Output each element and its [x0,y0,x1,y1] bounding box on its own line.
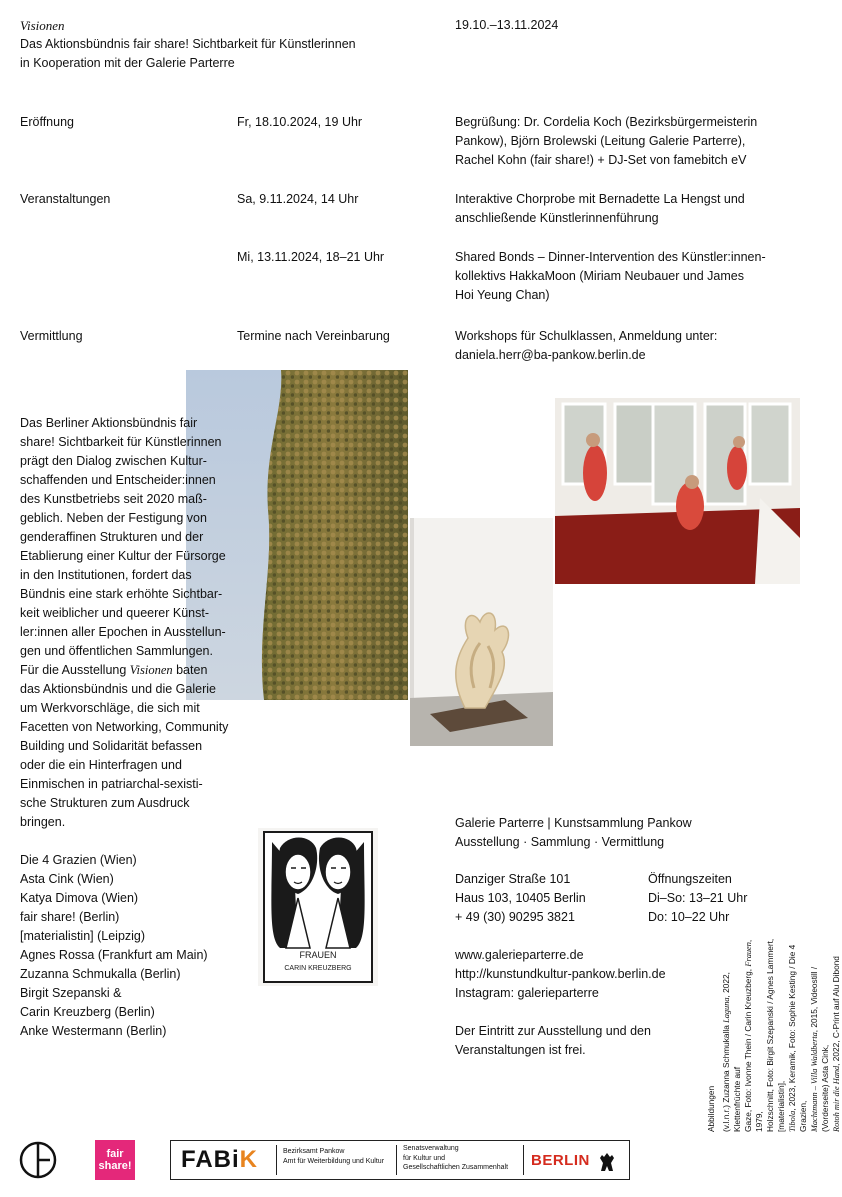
program-desc-choir [455,190,795,228]
senat-text: Gesellschaftlichen Zusammenhalt [403,1164,509,1171]
exhibition-header [20,16,440,73]
credits-line [721,920,743,1132]
desc-line: Rachel Kohn (fair share!) + DJ-Set von famebitch eV [455,153,747,167]
body-text-line: Building und Solidarität befassen [20,739,203,753]
phone-number: + 49 (30) 90295 3821 [455,910,575,924]
desc-line: Shared Bonds – Dinner-Intervention des Künstler:innen- [455,250,766,264]
bezirksamt-text: Bezirksamt Pankow [283,1148,345,1155]
credits-text: Gaze, Foto: Ivonne Thein / Carin Kreuzberg, [743,968,753,1132]
program-date-dinner: Mi, 13.11.2024, 18–21 Uhr [237,250,385,264]
artist-name: [materialistin] (Leipzig) [20,929,146,943]
body-text-line: oder die ein Hinterfragen und [20,758,182,772]
image-credits [706,920,841,1132]
berlin-bear-icon [595,1149,619,1173]
artist-list [20,851,245,1041]
galerie-parterre-logo-icon [18,1140,58,1180]
hours-line: Do: 10–22 Uhr [648,910,730,924]
program-desc-dinner [455,248,795,305]
body-text-line: das Aktionsbündnis und die Galerie [20,682,216,696]
address-line: Danziger Straße 101 [455,872,571,886]
body-text-line: ler:innen aller Epochen in Ausstellun- [20,625,226,639]
fairshare-logo [95,1140,135,1180]
artwork-image-video-still [555,398,800,584]
program-label-events: Veranstaltungen [20,192,111,206]
address-line: Haus 103, 10405 Berlin [455,891,586,905]
credits-title: Tibola [788,1110,797,1132]
intro-paragraph [20,414,245,832]
artwork-image-frauen-woodcut [258,828,378,986]
program-date-opening: Fr, 18.10.2024, 19 Uhr [237,115,363,129]
desc-line: Begrüßung: Dr. Cordelia Koch (Bezirksbürgermeisterin [455,115,758,129]
credits-text: , 2022, C-Print auf Alu Dibond [831,956,841,1066]
senat-text: für Kultur und [403,1154,446,1162]
body-text-line: geblich. Neben der Festigung von [20,511,207,525]
program-label-opening: Eröffnung [20,115,74,129]
body-text-line: Etablierung einer Kultur der Fürsorge [20,549,226,563]
credits-line: Holzschnitt, Foto: Birgit Szepanski / Agnes Lammert, [materialistin], [765,938,786,1132]
program-desc-opening [455,113,795,170]
credits-line [809,920,831,1132]
body-text-line: share! Sichtbarkeit für Künstlerinnen [20,435,222,449]
gallery-tagline: Ausstellung · Sammlung · Vermittlung [455,835,665,849]
desc-line: Hoi Yeung Chan) [455,288,550,302]
opening-hours [648,870,788,927]
program-label-mediation: Vermittlung [20,329,83,343]
credits-text: (v.l.n.r.) Zuzanna Schmukalla [721,1025,731,1132]
senat-logo [403,1144,508,1173]
gallery-name: Galerie Parterre | Kunstsammlung Pankow [455,816,692,830]
entry-line: Veranstaltungen ist frei. [455,1043,586,1057]
body-text-line: schaffenden und Entscheider:innen [20,473,216,487]
credits-text: , 2015, Videostill / (Vorderseite) Asta Cink, [809,966,830,1132]
body-text-line: genderaffinen Strukturen und der [20,530,204,544]
artist-name: Asta Cink (Wien) [20,872,114,886]
senat-text: Senatsverwaltung [403,1145,459,1152]
credits-line [831,920,842,1132]
desc-line: Pankow), Björn Brolewski (Leitung Galerie Parterre), [455,134,746,148]
website-link[interactable]: http://kunstundkultur-pankow.berlin.de [455,967,666,981]
body-text-line: keit weiblicher und queerer Künst- [20,606,209,620]
body-text-line: bringen. [20,815,66,829]
gallery-address [455,870,645,927]
body-line-title [20,661,245,680]
desc-line: anschließende Künstlerinnenführung [455,211,659,225]
credits-title: Frauen [744,942,753,967]
desc-line: Interaktive Chorprobe mit Bernadette La Hengst und [455,192,745,206]
body-text-line: Facetten von Networking, Community [20,720,229,734]
artwork-image-sculpture [410,518,553,746]
fabik-logo-text: FABiK [181,1146,259,1173]
artist-name: Birgit Szepanski & [20,986,122,1000]
logo-divider [276,1145,277,1175]
body-text-fragment: baten [176,663,208,677]
bezirksamt-logo [283,1147,384,1167]
credits-text: , 2023, Keramik, Foto: Sophie Kesting / Die 4 Grazien, [787,944,808,1132]
body-text-line: gen und öffentlichen Sammlungen. [20,644,213,658]
fabik-logo [181,1147,258,1173]
body-text-line: in den Institutionen, fordert das [20,568,192,582]
artist-name: Zuzanna Schmukalla (Berlin) [20,967,181,981]
program-desc-mediation [455,327,795,365]
bezirksamt-text: Amt für Weiterbildung und Kultur [283,1158,385,1165]
artist-name: Die 4 Grazien (Wien) [20,853,137,867]
berlin-logo-text: BERLIN [531,1152,590,1169]
program-date-mediation: Termine nach Vereinbarung [237,329,390,343]
body-text-line: um Werkvorschläge, die sich mit [20,701,200,715]
credits-title: Rotoh mir die Hand [832,1065,841,1132]
gallery-info [455,814,785,852]
body-text-line: Einmischen in patriarchal-sexisti- [20,777,203,791]
opening-hours-title: Öffnungszeiten [648,872,732,886]
woodcut-caption-artist: CARIN KREUZBERG [284,965,352,972]
entry-line: Der Eintritt zur Ausstellung und den [455,1024,651,1038]
body-text-line: Bündnis eine stark erhöhte Sichtbar- [20,587,223,601]
credits-text: , 2022, Klettenfrüchte auf [721,972,742,1132]
desc-line: kollektivs HakkaMoon (Miriam Neubauer und James [455,269,745,283]
body-text-line: Das Berliner Aktionsbündnis fair [20,416,198,430]
fairshare-logo-text: share! [98,1160,132,1172]
credits-text: , 1979, [743,939,764,1132]
desc-line: daniela.herr@ba-pankow.berlin.de [455,348,646,362]
body-text-fragment: Für die Ausstellung [20,663,127,677]
body-text-italic-title: Visionen [129,663,173,677]
artist-name: fair share! (Berlin) [20,910,120,924]
fabik-logo-accent-letter: K [239,1146,259,1173]
exhibition-dates: 19.10.–13.11.2024 [455,18,559,32]
fairshare-logo-text: fair [106,1148,124,1160]
program-date-choir: Sa, 9.11.2024, 14 Uhr [237,192,359,206]
exhibition-title: Visionen [20,18,65,33]
funding-logo-bar [170,1140,630,1180]
credits-title: Laguna [722,997,731,1023]
hours-line: Di–So: 13–21 Uhr [648,891,748,905]
credits-line [787,920,809,1132]
credits-line [743,920,765,1132]
subtitle-line-2: in Kooperation mit der Galerie Parterre [20,56,235,70]
artist-name: Anke Westermann (Berlin) [20,1024,167,1038]
artist-name: Agnes Rossa (Frankfurt am Main) [20,948,208,962]
instagram-handle[interactable]: Instagram: galerieparterre [455,986,599,1000]
body-text-line: prägt den Dialog zwischen Kultur- [20,454,207,468]
website-link[interactable]: www.galerieparterre.de [455,948,584,962]
artist-name: Carin Kreuzberg (Berlin) [20,1005,155,1019]
credits-heading: Abbildungen [706,1085,716,1132]
logo-divider [523,1145,524,1175]
desc-line: Workshops für Schulklassen, Anmeldung unter: [455,329,718,343]
logo-divider [396,1145,397,1175]
body-text-line: des Kunstbetriebs seit 2020 maß- [20,492,207,506]
woodcut-caption-title: FRAUEN [299,950,337,960]
credits-title: Machtmann – Villa Waldberta [810,1032,819,1132]
subtitle-line-1: Das Aktionsbündnis fair share! Sichtbarkeit für Künstlerinnen [20,37,356,51]
artist-name: Katya Dimova (Wien) [20,891,139,905]
body-text-line: sche Strukturen zum Ausdruck [20,796,190,810]
